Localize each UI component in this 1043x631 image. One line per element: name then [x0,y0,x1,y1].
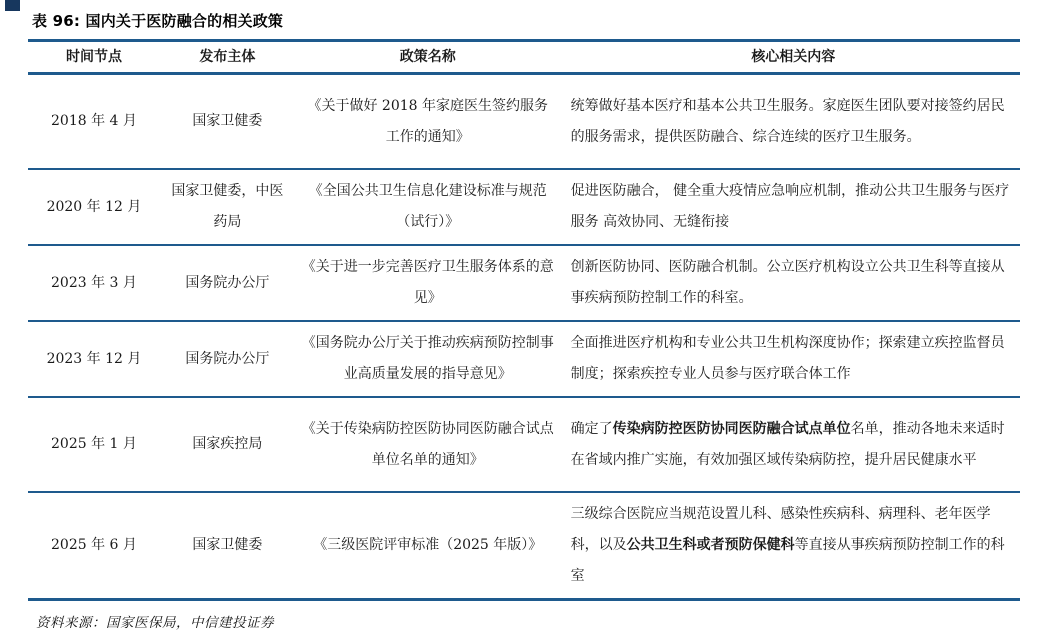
content-bold-text: 公共卫生科或者预防保健科 [626,537,795,553]
cell-time: 2025 年 6 月 [51,537,137,553]
policy-table [28,39,1020,601]
table-row [28,75,1020,170]
cell-issuer: 国家卫健委 [192,537,263,553]
content-text: 统筹做好基本医疗和基本公共卫生服务。家庭医生团队要对接签约居民的服务需求，提供医防融合、综合连续的医疗卫生服务。 [570,97,1005,145]
content-text: 等直接从事疾病预防控制工作的科室 [570,537,1005,584]
cell-time: 2023 年 3 月 [51,274,137,291]
content-text: 全面推进医疗机构和专业公共卫生机构深度协作；探索建立疾控监督员制度；探索疾控专业人员参与医疗联合体工作 [570,335,1005,382]
cell-issuer: 国务院办公厅 [185,350,270,367]
content-text: 三级综合医院应当规范设置儿科、感染性疾病科、病理科、老年医学科，以及 [570,506,991,553]
content-text: 创新医防协同、医防融合机制。公立医疗机构设立公共卫生科等直接从事疾病预防控制工作的科室。 [570,259,1005,306]
cell-policy: 《三级医院评审标准（2025 年版）》 [313,537,543,553]
table-title: 表 96: 国内关于医防融合的相关政策 [32,12,284,30]
cell-content [561,246,1020,320]
content-text: 名单，推动各地未来适时在省域内推广实施，有效加强区域传染病防控，提升居民健康水平 [570,420,1005,468]
policy-table-document [28,8,1020,631]
source-note: 资料来源：国家医保局，中信建投证券 [36,615,274,631]
header-issuer: 发布主体 [199,49,256,65]
table-row [28,322,1020,398]
table-row [28,246,1020,322]
cell-issuer: 国务院办公厅 [185,274,270,291]
cell-issuer: 国家卫健委，中医药局 [171,183,284,230]
cell-content [561,85,1020,159]
cell-issuer: 国家疾控局 [192,436,263,452]
cell-content [561,170,1020,244]
cell-policy: 《全国公共卫生信息化建设标准与规范（试行）》 [308,183,547,230]
table-row [28,493,1020,601]
cell-time: 2025 年 1 月 [51,436,137,452]
cell-policy: 《关于传染病防控医防协同医防融合试点单位名单的通知》 [301,420,554,468]
content-text: 确定了 [570,420,613,437]
cell-policy: 《国务院办公厅关于推动疾病预防控制事业高质量发展的指导意见》 [301,335,554,382]
table-header-row [28,39,1020,75]
content-bold-text: 传染病防控医防协同医防融合试点单位 [612,420,851,437]
cell-policy: 《关于做好 2018 年家庭医生签约服务工作的通知》 [307,97,549,145]
cell-content [561,322,1020,396]
header-time: 时间节点 [65,49,122,65]
cell-time: 2020 年 12 月 [46,198,142,215]
cell-content [561,408,1020,482]
page-corner-marker [5,0,20,11]
cell-issuer: 国家卫健委 [192,113,263,129]
table-row [28,398,1020,493]
cell-time: 2023 年 12 月 [46,350,142,367]
table-row [28,170,1020,246]
cell-policy: 《关于进一步完善医疗卫生服务体系的意见》 [301,259,554,306]
header-content: 核心相关内容 [751,49,836,65]
cell-time: 2018 年 4 月 [51,113,137,129]
header-policy: 政策名称 [399,49,456,65]
content-text: 促进医防融合， 健全重大疫情应急响应机制，推动公共卫生服务与医疗服务 高效协同、无缝衔接 [570,183,1010,230]
cell-content [561,493,1020,598]
